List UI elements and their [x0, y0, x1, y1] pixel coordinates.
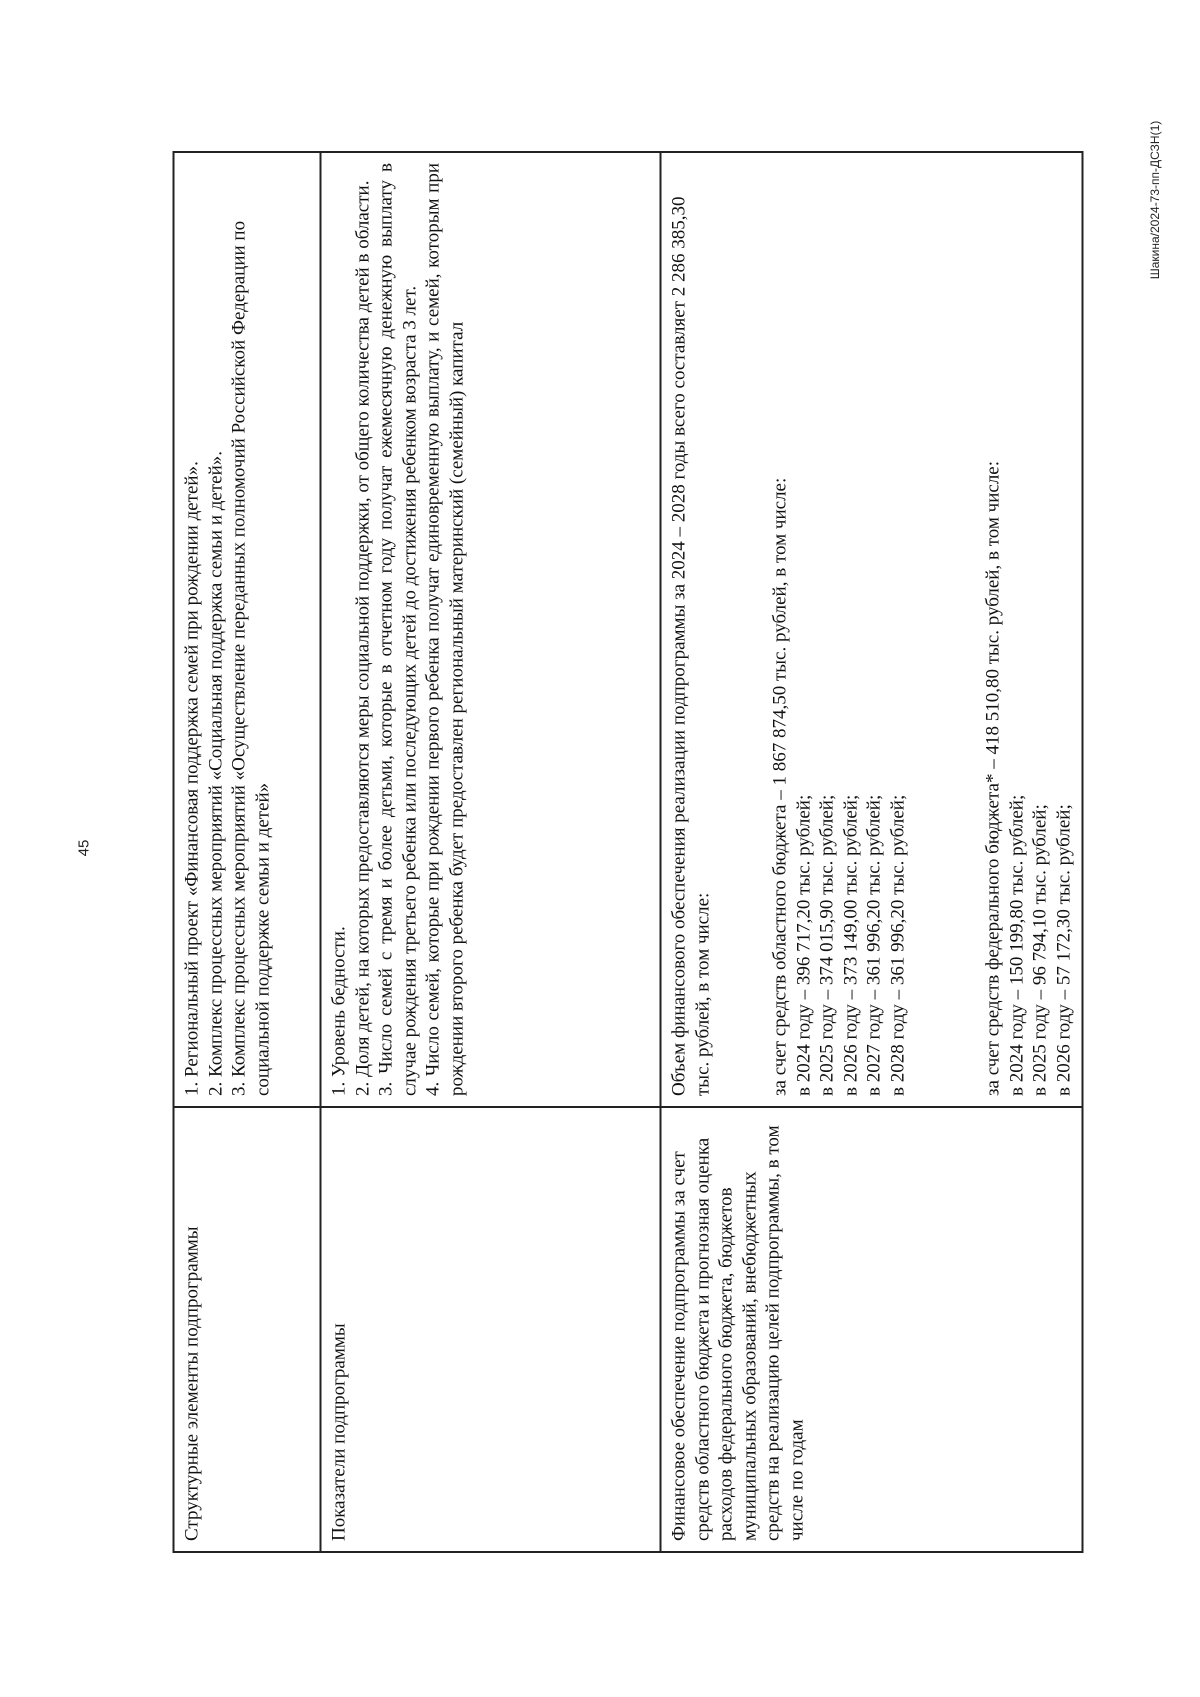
row-label-financing: Финансовое обеспечение подпрограммы за счет средств областного бюджета и прогнозная оценка расходов федерального бюджета, бюджетов муниципальных образований, внебюджетных средств на реализацию целей подпрограммы, в том числе по годам	[661, 1107, 1083, 1552]
rotated-table-container	[173, 153, 1080, 1553]
list-item: 1. Уровень бедности.	[328, 926, 350, 1096]
regional-year-item: в 2026 году – 373 149,00 тыс. рублей;	[840, 794, 861, 1096]
table-row-financing	[661, 152, 1083, 1552]
table-row-indicators	[321, 152, 661, 1552]
row-value-financing	[661, 152, 1083, 1107]
row-label-structural-elements: Структурные элементы подпрограммы	[174, 1107, 321, 1552]
regional-year-item: в 2024 году – 396 717,20 тыс. рублей;	[793, 794, 814, 1096]
page-number: 45	[75, 839, 93, 857]
federal-year-item: в 2024 году – 150 199,80 тыс. рублей;	[1006, 794, 1027, 1096]
federal-budget-header: за счет средств федерального бюджета* – 418 510,80 тыс. рублей, в том числе:	[982, 460, 1004, 1096]
row-value-structural-elements	[174, 152, 321, 1107]
list-item: 4. Число семей, которые при рождении первого ребенка получат единовременную выплату, и семей, которым при рождении второго ребенка будет предоставлен региональный материнский (семейный) капитал	[422, 163, 467, 1096]
row-label-indicators: Показатели подпрограммы	[321, 1107, 661, 1552]
table-row-structural-elements	[174, 152, 321, 1552]
list-item: 2. Доля детей, на которых предоставляются меры социальной поддержки, от общего количества детей в области.	[352, 180, 373, 1096]
regional-year-item: в 2028 году – 361 996,20 тыс. рублей;	[887, 794, 908, 1096]
list-item: 3. Комплекс процессных мероприятий «Осуществление переданных полномочий Российской Федерации по социальной поддержке семьи и детей»	[228, 220, 273, 1096]
financing-intro: Объем финансового обеспечения реализации подпрограммы за 2024 – 2028 годы всего составляет 2 286 385,30 тыс. рублей, в том числе:	[668, 196, 713, 1096]
row-value-indicators	[321, 152, 661, 1107]
regional-budget-header: за счет средств областного бюджета – 1 867 874,50 тыс. рублей, в том числе:	[769, 477, 791, 1096]
list-item: 1. Региональный проект «Финансовая поддержка семей при рождении детей».	[181, 461, 203, 1096]
federal-year-item: в 2026 году – 57 172,30 тыс. рублей;	[1053, 804, 1074, 1096]
list-item: 2. Комплекс процессных мероприятий «Социальная поддержка семьи и детей».	[205, 451, 226, 1096]
subprogram-passport-table	[173, 151, 1084, 1553]
regional-year-item: в 2027 году – 361 996,20 тыс. рублей;	[863, 794, 885, 1096]
federal-year-item: в 2025 году – 96 794,10 тыс. рублей;	[1029, 804, 1051, 1096]
document-code: Шакина/2024-73-пп-ДСЗН(1)	[1148, 120, 1162, 280]
list-item: 3. Число семей с тремя и более детьми, которые в отчетном году получат ежемесячную денежную выплату в случае рождения третьего ребенка или последующих детей до достижения ребенком возраста 3 лет.	[375, 163, 420, 1096]
regional-year-item: в 2025 году – 374 015,90 тыс. рублей;	[816, 794, 838, 1096]
